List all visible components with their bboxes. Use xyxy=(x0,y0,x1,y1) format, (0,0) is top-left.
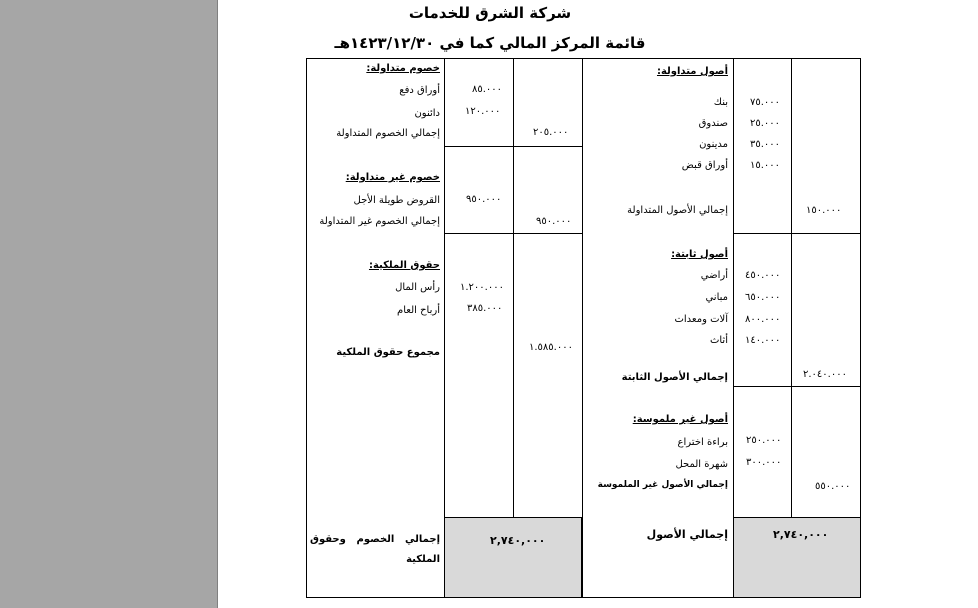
current-liabilities-total-label: إجمالي الخصوم المتداولة xyxy=(336,128,440,139)
asset-col-divider-2 xyxy=(791,58,792,517)
current-assets-total-amount: ١٥٠.٠٠٠ xyxy=(806,205,842,216)
asset-amount-goodwill: ٣٠٠.٠٠٠ xyxy=(746,457,782,468)
asset-label-furniture: أثاث xyxy=(709,335,728,346)
liab-amount-notes-payable: ٨٥.٠٠٠ xyxy=(472,84,503,95)
liab-section-line-2 xyxy=(444,233,582,234)
current-liabilities-total-amount: ٢٠٥.٠٠٠ xyxy=(533,127,569,138)
equity-label-profit: أرباح العام xyxy=(397,305,440,316)
equity-amount-capital: ١.٢٠٠.٠٠٠ xyxy=(460,282,504,293)
center-divider xyxy=(582,58,583,598)
noncurrent-liabilities-heading: خصوم غير متداولة: xyxy=(345,172,440,183)
fixed-assets-total-label: إجمالي الأصول الثابتة xyxy=(621,372,728,383)
total-assets-label: إجمالي الأصول xyxy=(646,528,728,541)
liab-label-long-term-loans: القروض طويلة الأجل xyxy=(353,195,440,206)
asset-label-land: أراضي xyxy=(700,270,728,281)
fixed-assets-heading: أصول ثابتة: xyxy=(671,249,728,260)
noncurrent-liabilities-total-amount: ٩٥٠.٠٠٠ xyxy=(536,216,572,227)
total-liab-equity-label-line1: إجمالي الخصوم وحقوق xyxy=(310,534,440,545)
asset-label-debtors: مدينون xyxy=(699,139,728,150)
equity-total-label: مجموع حقوق الملكية xyxy=(336,347,440,358)
liab-section-line-1 xyxy=(444,146,582,147)
liab-col-divider-2 xyxy=(513,58,514,517)
asset-col-divider-1 xyxy=(733,58,734,517)
liab-amount-creditors: ١٢٠.٠٠٠ xyxy=(465,106,501,117)
fixed-assets-total-amount: ٢.٠٤٠.٠٠٠ xyxy=(803,369,847,380)
asset-amount-cash: ٢٥.٠٠٠ xyxy=(750,118,781,129)
intangible-assets-heading: أصول غير ملموسة: xyxy=(632,414,728,425)
current-assets-heading: أصول متداولة: xyxy=(656,66,728,77)
asset-label-bank: بنك xyxy=(713,97,728,108)
asset-label-cash: صندوق xyxy=(698,118,728,129)
current-liabilities-heading: خصوم متداولة: xyxy=(366,63,440,74)
asset-section-line-2 xyxy=(733,386,861,387)
total-assets-amount: ٢,٧٤٠,٠٠٠ xyxy=(773,528,829,541)
statement-title: قائمة المركز المالي كما في ١٤٢٣/١٢/٣٠هـ xyxy=(334,34,646,52)
asset-amount-buildings: ٦٥٠.٠٠٠ xyxy=(745,292,781,303)
left-gray-margin xyxy=(0,0,218,608)
liab-label-notes-payable: أوراق دفع xyxy=(399,85,440,96)
asset-amount-land: ٤٥٠.٠٠٠ xyxy=(745,270,781,281)
equity-total-amount: ١.٥٨٥.٠٠٠ xyxy=(529,342,573,353)
asset-label-buildings: مباني xyxy=(705,292,728,303)
asset-amount-machinery: ٨٠٠.٠٠٠ xyxy=(745,314,781,325)
asset-label-notes-receivable: أوراق قبض xyxy=(681,160,728,171)
asset-amount-debtors: ٣٥.٠٠٠ xyxy=(750,139,781,150)
asset-section-line-1 xyxy=(733,233,861,234)
equity-heading: حقوق الملكية: xyxy=(368,260,440,271)
liab-amount-long-term-loans: ٩٥٠.٠٠٠ xyxy=(466,194,502,205)
noncurrent-liabilities-total-label: إجمالي الخصوم غير المتداولة xyxy=(319,216,440,227)
intangible-assets-total-label: إجمالي الأصول غير الملموسة xyxy=(597,480,728,490)
asset-amount-notes-receivable: ١٥.٠٠٠ xyxy=(750,160,781,171)
liab-col-divider-1 xyxy=(444,58,445,517)
asset-label-machinery: آلات ومعدات xyxy=(674,314,728,325)
asset-amount-patent: ٢٥٠.٠٠٠ xyxy=(746,435,782,446)
equity-label-capital: رأس المال xyxy=(395,282,440,293)
current-assets-total-label: إجمالي الأصول المتداولة xyxy=(627,205,728,216)
total-liab-equity-label-line2: الملكية xyxy=(406,554,440,565)
asset-amount-furniture: ١٤٠.٠٠٠ xyxy=(745,335,781,346)
company-title: شركة الشرق للخدمات xyxy=(408,4,572,22)
liab-total-box xyxy=(444,517,582,598)
liab-label-creditors: دائنون xyxy=(414,108,440,119)
equity-amount-profit: ٣٨٥.٠٠٠ xyxy=(467,303,503,314)
intangible-assets-total-amount: ٥٥٠.٠٠٠ xyxy=(815,481,851,492)
total-liab-equity-amount: ٢,٧٤٠,٠٠٠ xyxy=(490,534,546,547)
asset-amount-bank: ٧٥.٠٠٠ xyxy=(750,97,781,108)
asset-label-goodwill: شهرة المحل xyxy=(675,459,728,470)
asset-label-patent: براءة اختراع xyxy=(677,437,728,448)
